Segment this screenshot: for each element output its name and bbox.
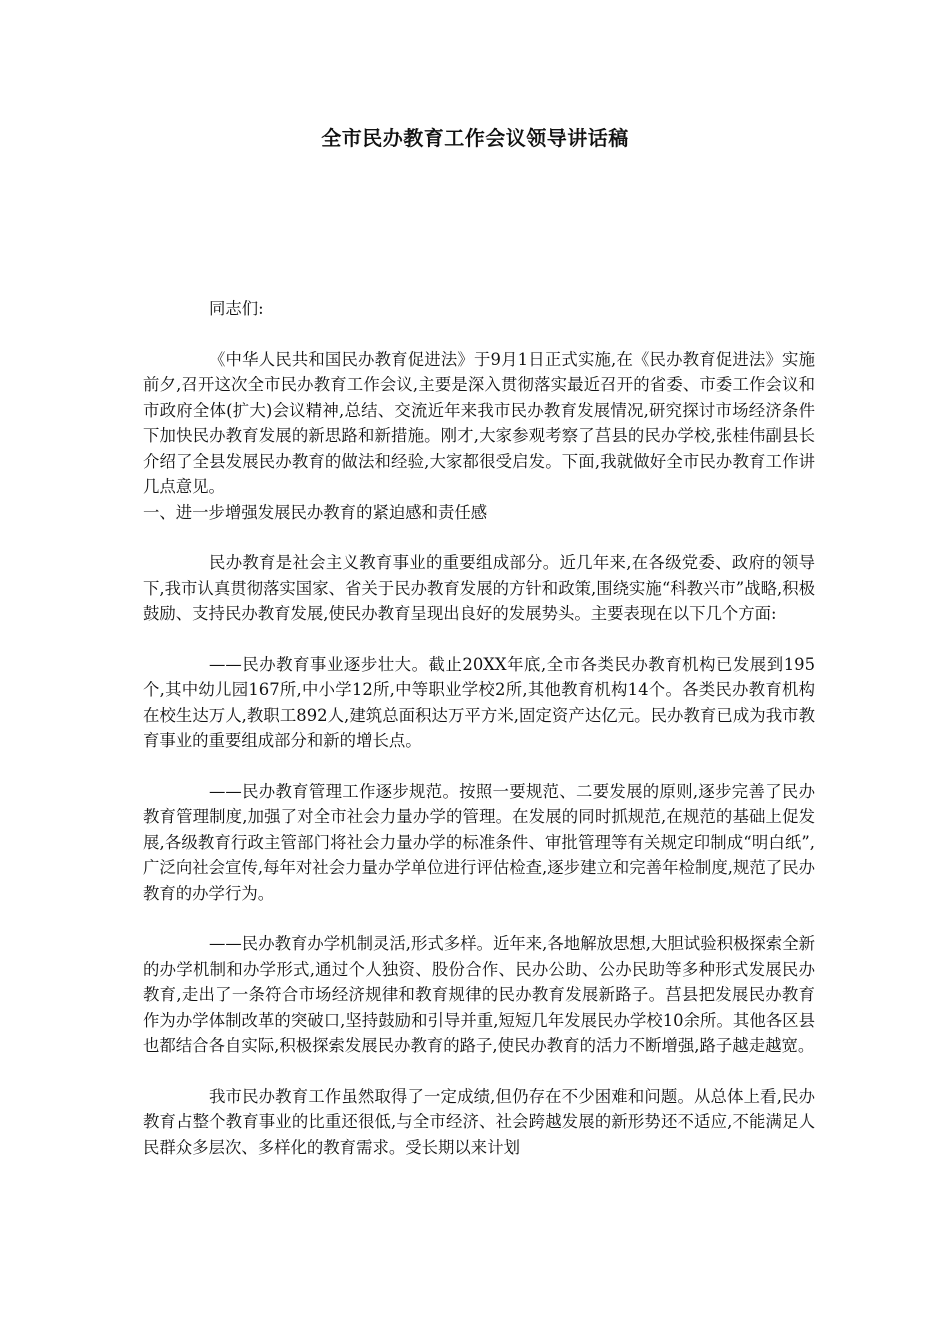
- paragraph: 《中华人民共和国民办教育促进法》于9月1日正式实施,在《民办教育促进法》实施前夕,召开这次全市民办教育工作会议,主要是深入贯彻落实最近召开的省委、市委工作会议和市政府全体(扩大)会议精神,总结、交流近年来我市民办教育发展情况,研究探讨市场经济条件下加快民办教育发展的新思路和新措施。刚才,大家参观考察了莒县的民办学校,张桂伟副县长介绍了全县发展民办教育的做法和经验,大家都很受启发。下面,我就做好全市民办教育工作讲几点意见。: [143, 349, 815, 496]
- salutation: 同志们:: [209, 299, 264, 318]
- paragraph: 民办教育是社会主义教育事业的重要组成部分。近几年来,在各级党委、政府的领导下,我市认真贯彻落实国家、省关于民办教育发展的方针和政策,围绕实施“科教兴市”战略,积极鼓励、支持民办教育发展,使民办教育呈现出良好的发展势头。主要表现在以下几个方面:: [143, 553, 815, 623]
- section-heading: 一、进一步增强发展民办教育的紧迫感和责任感: [143, 502, 488, 522]
- paragraph: ——民办教育管理工作逐步规范。按照一要规范、二要发展的原则,逐步完善了民办教育管理制度,加强了对全市社会力量办学的管理。在发展的同时抓规范,在规范的基础上促发展,各级教育行政主管部门将社会力量办学的标准条件、审批管理等有关规定印制成“明白纸”,广泛向社会宣传,每年对社会力量办学单位进行评估检查,逐步建立和完善年检制度,规范了民办教育的办学行为。: [143, 781, 815, 903]
- paragraph: 我市民办教育工作虽然取得了一定成绩,但仍存在不少困难和问题。从总体上看,民办教育占整个教育事业的比重还很低,与全市经济、社会跨越发展的新形势还不适应,不能满足人民群众多层次、多样化的教育需求。受长期以来计划: [143, 1086, 815, 1157]
- document-body: [143, 296, 815, 1185]
- paragraph: ——民办教育办学机制灵活,形式多样。近年来,各地解放思想,大胆试验积极探索全新的办学机制和办学形式,通过个人独资、股份合作、民办公助、公办民助等多种形式发展民办教育,走出了一条符合市场经济规律和教育规律的民办教育发展新路子。莒县把发展民办教育作为办学体制改革的突破口,坚持鼓励和引导并重,短短几年发展民办学校10余所。其他各区县也都结合各自实际,积极探索发展民办教育的路子,使民办教育的活力不断增强,路子越走越宽。: [143, 934, 815, 1055]
- document-title: 全市民办教育工作会议领导讲话稿: [321, 126, 629, 150]
- paragraph: ——民办教育事业逐步壮大。截止20XX年底,全市各类民办教育机构已发展到195个,其中幼儿园167所,中小学12所,中等职业学校2所,其他教育机构14个。各类民办教育机构在校生达万人,教职工892人,建筑总面积达万平方米,固定资产达亿元。民办教育已成为我市教育事业的重要组成部分和新的增长点。: [143, 654, 815, 750]
